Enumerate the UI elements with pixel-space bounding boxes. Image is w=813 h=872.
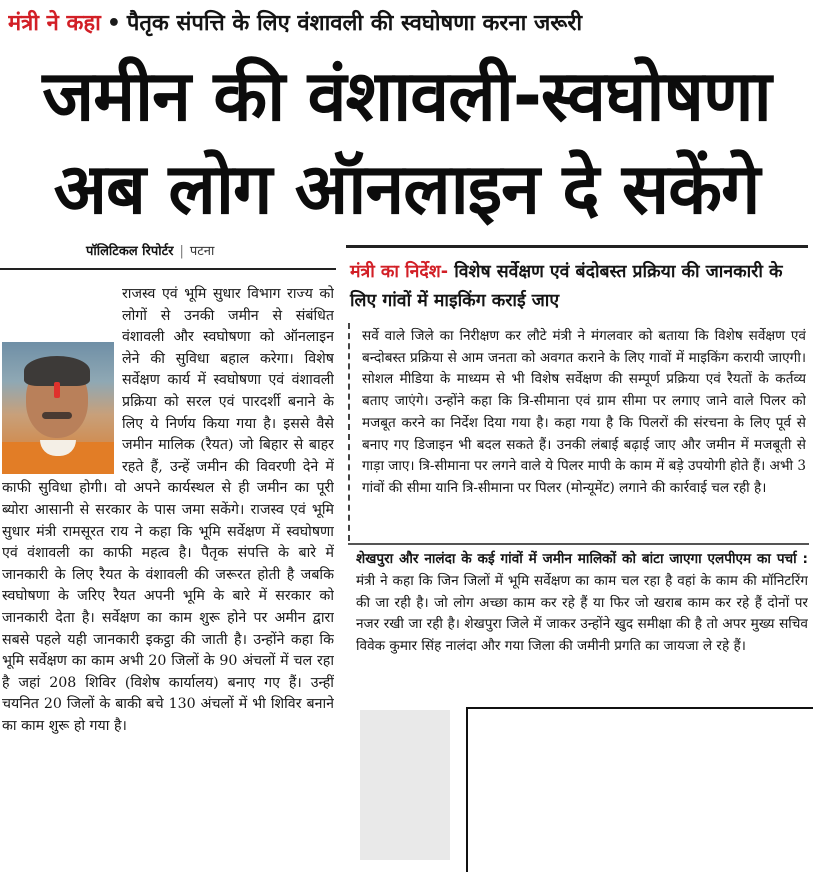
left-column-rule	[0, 268, 336, 270]
kicker-label: मंत्री ने कहा	[8, 11, 101, 36]
frame-line-horizontal	[466, 707, 813, 709]
sidebar-label: मंत्री का निर्देश-	[350, 262, 449, 282]
article-column	[2, 284, 334, 864]
sidebar-bottom-rule	[348, 543, 809, 545]
byline-separator: |	[179, 244, 184, 259]
subsection-body: मंत्री ने कहा कि जिन जिलों में भूमि सर्वेक्षण का काम चल रहा है वहां के काम की मॉनिटरिंग की जा रही है। जो लोग अच्छा काम कर रहे हैं या फिर जो खराब काम कर रहे हैं दोनों पर नजर रखी जा रही है। शेखपुरा जिले में जाकर उन्होंने खुद समीक्षा की है तो अपर मुख्य सचिव विवेक कुमार सिंह नालंदा और गया जिला की जमीनी प्रगति का जायजा ले रहे हैं।	[356, 572, 808, 655]
frame-line-vertical	[466, 707, 468, 872]
sidebar-top-rule	[346, 245, 808, 248]
sidebar-heading	[350, 258, 808, 320]
article-body: राजस्व एवं भूमि सुधार विभाग राज्य को लोगों से उनकी जमीन से संबंधित वंशावली और स्वघोषणा को ऑनलाइन लेने की सुविधा बहाल करेगा। विशेष सर्वेक्षण कार्य में स्वघोषणा एवं वंशावली प्रक्रिया को सरल एवं पारदर्शी बनाने के लिए ये निर्णय किया गया है। इससे वैसे जमीन मालिक (रैयत) जो बिहार से बाहर रहते हैं, उन्हें जमीन की विवरणी देने में काफी सुविधा होगी। वो अपने कार्यस्थल से ही जमीन का पूरी ब्योरा आसानी से सरकार के पास जमा सकेंगे। राजस्व एवं भूमि सुधार मंत्री रामसूरत राय ने कहा कि भूमि सर्वेक्षण में स्वघोषणा एवं वंशावली का काफी महत्व है। पैतृक संपत्ति के बारे में जानकारी के लिए रैयत के वंशावली की जरूरत होती है जबकि स्वघोषणा के जरिए रैयत अपनी भूमि के बारे में सरकार को जानकारी देता है। सर्वेक्षण का काम शुरू होने पर अमीन द्वारा सबसे पहले यही जानकारी इकट्ठा की जाती है। उन्होंने कहा कि भूमि सर्वेक्षण का काम अभी 20 जिलों के 90 अंचलों में चल रहा है जहां 208 शिविर (विशेष कार्यालय) बनाए गए हैं। उन्हीं चयनित 20 जिलों के बाकी बचे 130 अंचलों में भी शिविर बनाने का काम शुरू हो गया है।	[2, 286, 334, 734]
byline	[86, 240, 214, 264]
subsection	[356, 549, 808, 695]
kicker-bullet: •	[106, 11, 121, 36]
headline-line-1: जमीन की वंशावली-स्वघोषणा	[42, 55, 771, 137]
sidebar-body: सर्वे वाले जिले का निरीक्षण कर लौटे मंत्री ने मंगलवार को बताया कि विशेष सर्वेक्षण एवं बन्दोबस्त प्रक्रिया से आम जनता को अवगत कराने के लिए गावों में माइकिंग करायी जाएगी। सोशल मीडिया के माध्यम से भी विशेष सर्वेक्षण की सम्पूर्ण प्रक्रिया एवं रैयतों के कर्तव्य बताए जाएंगे। उन्होंने कहा कि त्रि-सीमाना एवं ग्राम सीमा पर लगाए जाने वाले पिलर को मजबूत करने का निर्देश दिया गया है। कहा गया है कि पिलरों की संरचना के लिए पूर्व से बनाए गए डिजाइन भी बदल सकते हैं। उनकी लंबाई बढ़ाई जाए और जमीन में मजबूती से गाड़ा जाए। त्रि-सीमाना पर लगने वाले ये पिलर मापी के काम में बड़े उपयोगी होते हैं। अभी 3 गांवों की सीमा यानि त्रि-सीमाना पर पिलर (मोन्यूमेंट) लगाने की कार्रवाई चल रही है।	[362, 328, 806, 496]
sidebar-title: विशेष सर्वेक्षण एवं बंदोबस्त प्रक्रिया की जानकारी के लिए गांवों में माइकिंग कराई जाए	[350, 262, 783, 311]
minister-photo	[2, 342, 114, 474]
kicker-line	[8, 4, 808, 44]
byline-reporter: पॉलिटिकल रिपोर्टर	[86, 244, 174, 259]
grey-placeholder-block	[360, 710, 450, 860]
headline-line-2: अब लोग ऑनलाइन दे सकेंगे	[53, 148, 760, 230]
kicker-text: पैतृक संपत्ति के लिए वंशावली की स्वघोषणा करना जरूरी	[126, 11, 583, 36]
byline-city: पटना	[189, 244, 215, 259]
subsection-heading: शेखपुरा और नालंदा के कई गांवों में जमीन मालिकों को बांटा जाएगा एलपीएम का पर्चा :	[356, 551, 808, 567]
